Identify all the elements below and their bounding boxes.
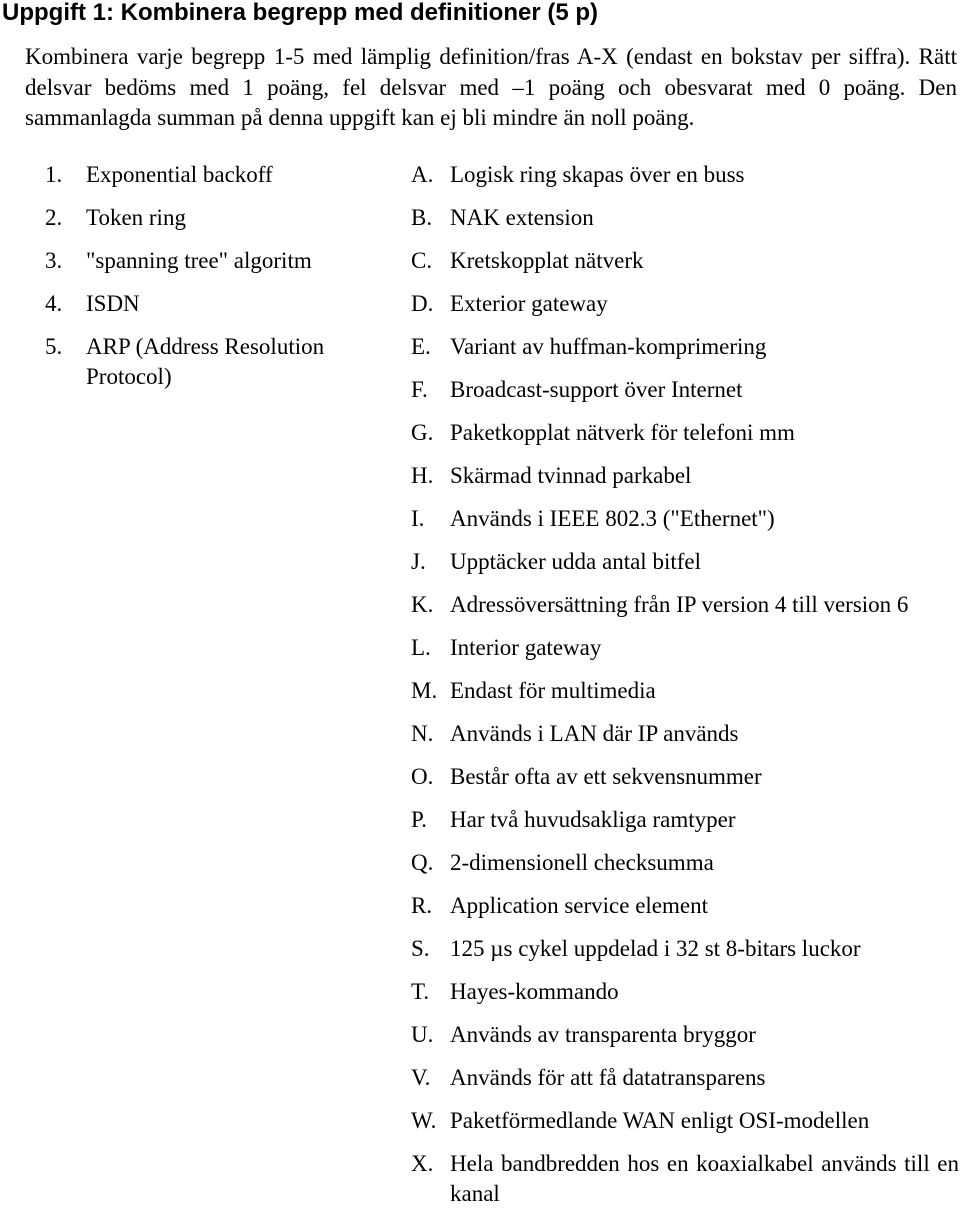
- definition-letter: E.: [411, 334, 431, 359]
- definition-letter: D.: [411, 291, 434, 316]
- term-number: 2.: [45, 205, 63, 230]
- definition-text: Logisk ring skapas över en buss: [450, 162, 745, 187]
- definition-letter: C.: [411, 248, 433, 273]
- definition-text: Exterior gateway: [450, 291, 608, 316]
- definition-letter: J.: [411, 549, 426, 574]
- definition-text: Skärmad tvinnad parkabel: [450, 463, 692, 488]
- definition-item: [411, 375, 959, 405]
- definition-text: NAK extension: [450, 205, 594, 230]
- definition-text: Består ofta av ett sekvensnummer: [450, 764, 762, 789]
- definition-letter: P.: [411, 807, 427, 832]
- definition-item: [411, 590, 959, 620]
- definition-item: [411, 977, 959, 1007]
- definition-text: Paketkopplat nätverk för telefoni mm: [450, 420, 795, 445]
- definition-item: [411, 891, 959, 921]
- term-item: [45, 246, 385, 276]
- term-number: 4.: [45, 291, 63, 316]
- term-number: 5.: [45, 334, 63, 359]
- definition-text: Adressöversättning från IP version 4 till version 6: [450, 592, 909, 617]
- definition-letter: A.: [411, 162, 434, 187]
- definition-item: [411, 461, 959, 491]
- definition-text: Paketförmedlande WAN enligt OSI-modellen: [450, 1108, 870, 1133]
- task-instructions: Kombinera varje begrepp 1-5 med lämplig definition/fras A-X (endast en bokstav per siffra). Rätt delsvar bedöms med 1 poäng, fel delsvar med –1 poäng och obesvarat med 0 poäng. Den sammanlagda summan på denna uppgift kan ej bli mindre än noll poäng.: [25, 44, 957, 130]
- term-text: ISDN: [86, 291, 140, 316]
- definition-item: [411, 719, 959, 749]
- term-text: "spanning tree" algoritm: [86, 248, 312, 273]
- definition-item: [411, 805, 959, 835]
- definition-item: [411, 1106, 959, 1136]
- definition-text: 2-dimensionell checksumma: [450, 850, 714, 875]
- definition-item: [411, 1149, 959, 1209]
- term-number: 1.: [45, 162, 63, 187]
- definition-letter: L.: [411, 635, 431, 660]
- definition-text: Har två huvudsakliga ramtyper: [450, 807, 736, 832]
- definition-text: Hayes-kommando: [450, 979, 619, 1004]
- definition-text: Kretskopplat nätverk: [450, 248, 644, 273]
- definition-item: [411, 633, 959, 663]
- definition-letter: K.: [411, 592, 434, 617]
- definition-item: [411, 1063, 959, 1093]
- definition-item: [411, 762, 959, 792]
- task-title: Uppgift 1: Kombinera begrepp med definitioner (5 p): [2, 0, 599, 26]
- definition-text: Variant av huffman-komprimering: [450, 334, 767, 359]
- definition-letter: W.: [411, 1108, 437, 1133]
- term-text: Token ring: [86, 205, 186, 230]
- definition-text: Application service element: [450, 893, 709, 918]
- definitions-list: [411, 160, 959, 1209]
- definition-item: [411, 203, 959, 233]
- definition-item: [411, 934, 959, 964]
- definition-letter: Q.: [411, 850, 434, 875]
- definition-text: Endast för multimedia: [450, 678, 656, 703]
- definition-item: [411, 160, 959, 190]
- definition-text: Interior gateway: [450, 635, 602, 660]
- definition-text: Broadcast-support över Internet: [450, 377, 743, 402]
- definition-item: [411, 1020, 959, 1050]
- definition-item: [411, 246, 959, 276]
- definition-letter: B.: [411, 205, 433, 230]
- definition-letter: S.: [411, 936, 430, 961]
- term-number: 3.: [45, 248, 63, 273]
- definition-item: [411, 332, 959, 362]
- definition-letter: H.: [411, 463, 434, 488]
- term-text: ARP (Address Resolution Protocol): [86, 334, 325, 389]
- definition-text: Hela bandbredden hos en koaxialkabel används till en kanal: [450, 1151, 959, 1206]
- terms-list: [45, 160, 385, 405]
- definition-letter: I.: [411, 506, 425, 531]
- definition-letter: R.: [411, 893, 433, 918]
- definition-item: [411, 547, 959, 577]
- definition-item: [411, 418, 959, 448]
- definition-text: 125 µs cykel uppdelad i 32 st 8-bitars luckor: [450, 936, 861, 961]
- definition-letter: N.: [411, 721, 434, 746]
- definition-letter: V.: [411, 1065, 431, 1090]
- definition-letter: X.: [411, 1151, 434, 1176]
- definition-text: Används i LAN där IP används: [450, 721, 739, 746]
- definition-letter: F.: [411, 377, 428, 402]
- definition-letter: T.: [411, 979, 430, 1004]
- term-item: [45, 332, 385, 392]
- definition-item: [411, 848, 959, 878]
- term-text: Exponential backoff: [86, 162, 273, 187]
- definition-letter: O.: [411, 764, 434, 789]
- term-item: [45, 203, 385, 233]
- term-item: [45, 160, 385, 190]
- definition-letter: U.: [411, 1022, 434, 1047]
- definition-text: Används för att få datatransparens: [450, 1065, 766, 1090]
- definition-item: [411, 289, 959, 319]
- definition-text: Används i IEEE 802.3 ("Ethernet"): [450, 506, 775, 531]
- term-item: [45, 289, 385, 319]
- definition-text: Används av transparenta bryggor: [450, 1022, 756, 1047]
- definition-item: [411, 676, 959, 706]
- definition-letter: M.: [411, 678, 438, 703]
- definition-item: [411, 504, 959, 534]
- definition-text: Upptäcker udda antal bitfel: [450, 549, 701, 574]
- definition-letter: G.: [411, 420, 434, 445]
